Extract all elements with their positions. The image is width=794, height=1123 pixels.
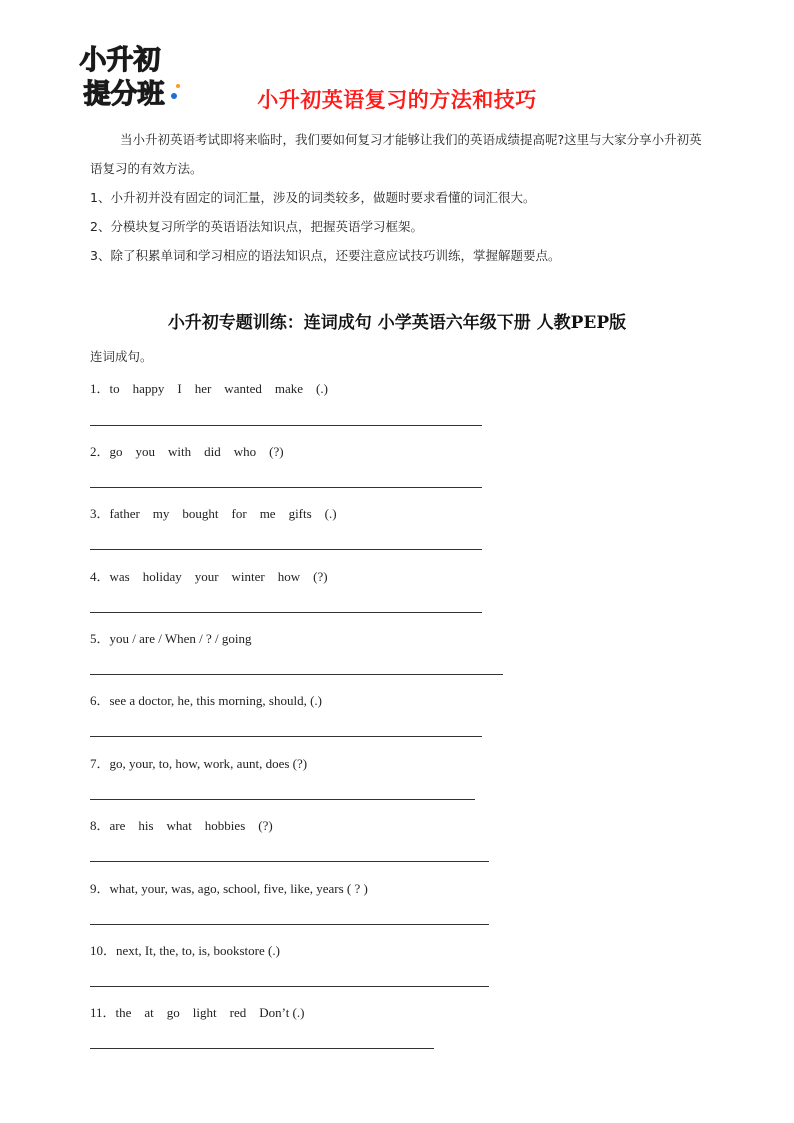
answer-line-3 <box>90 549 482 550</box>
section-title: 小升初专题训练：连词成句 小学英语六年级下册 人教PEP版 <box>167 313 627 333</box>
answer-line-6 <box>90 736 482 737</box>
question-9: 9．what, your, was, ago, school, five, like, years ( ? ) <box>90 881 368 896</box>
instruction-text: 连词成句。 <box>90 349 153 364</box>
question-7: 7．go, your, to, how, work, aunt, does (?) <box>90 756 308 771</box>
answer-line-7 <box>90 799 475 800</box>
logo-text-line1: 小升初 <box>79 45 161 76</box>
answer-line-4 <box>90 612 482 613</box>
question-4: 4．was holiday your winter how (?) <box>90 569 328 584</box>
answer-line-1 <box>90 425 482 426</box>
page-title: 小升初英语复习的方法和技巧 <box>257 88 537 112</box>
tip-item-3: 3、除了积累单词和学习相应的语法知识点，还要注意应试技巧训练，掌握解题要点。 <box>90 248 561 263</box>
answer-line-11 <box>90 1048 434 1049</box>
answer-line-10 <box>90 986 489 987</box>
answer-line-2 <box>90 487 482 488</box>
answer-line-8 <box>90 861 489 862</box>
question-8: 8．are his what hobbies (?) <box>90 818 273 833</box>
intro-paragraph: 当小升初英语考试即将来临时，我们要如何复习才能够让我们的英语成绩提高呢?这里与大家分享小升初英语复习的有效方法。 <box>90 132 702 176</box>
question-5: 5．you / are / When / ? / going <box>90 631 252 646</box>
question-2: 2．go you with did who (?) <box>90 444 284 459</box>
tip-item-2: 2、分模块复习所学的英语语法知识点，把握英语学习框架。 <box>90 219 423 234</box>
question-10: 10．next, It, the, to, is, bookstore (.) <box>90 943 280 958</box>
answer-line-5 <box>90 674 503 675</box>
question-1: 1．to happy I her wanted make (.) <box>90 381 328 396</box>
question-6: 6．see a doctor, he, this morning, should, (.) <box>90 693 322 708</box>
question-3: 3．father my bought for me gifts (.) <box>90 506 337 521</box>
answer-line-9 <box>90 924 489 925</box>
intro-paragraph-block <box>90 125 710 270</box>
tip-item-1: 1、小升初并没有固定的词汇量，涉及的词类较多，做题时要求看懂的词汇很大。 <box>90 190 536 205</box>
logo-text-line2: 提分班 <box>83 79 165 110</box>
question-11: 11．the at go light red Don’t (.) <box>90 1005 305 1020</box>
